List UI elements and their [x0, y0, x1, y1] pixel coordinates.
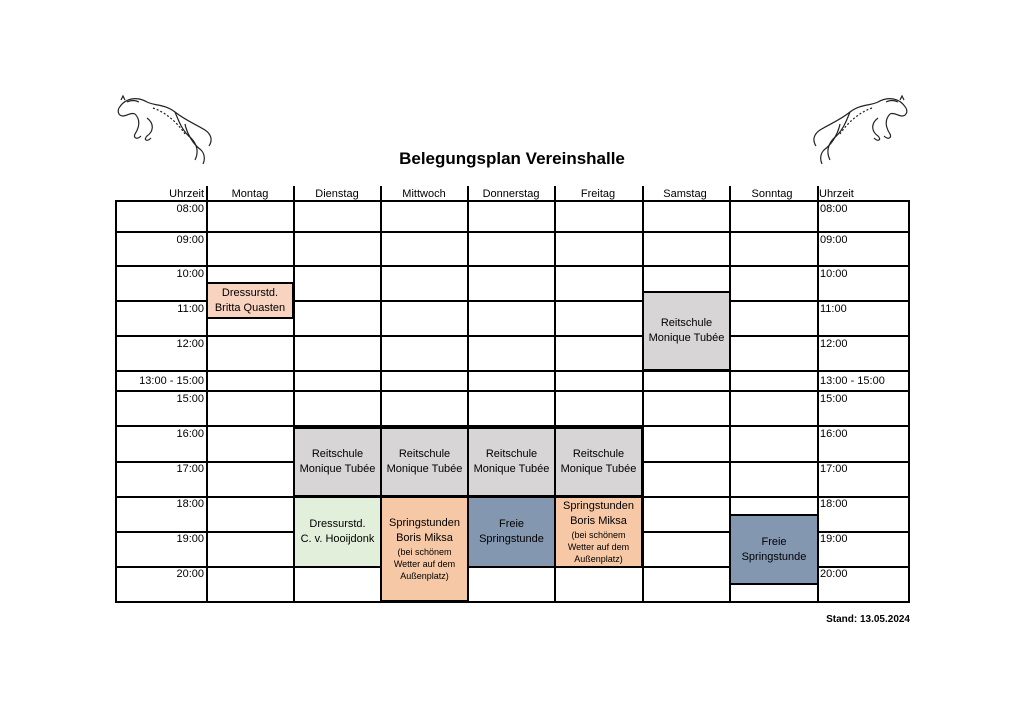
time-label-right: 19:00: [820, 533, 848, 545]
event-mittwoch-reitschule: [380, 427, 469, 497]
event-title: Dressurstd.: [309, 518, 366, 530]
time-label-left: 13:00 - 15:00: [139, 375, 204, 387]
event-donnerstag-reitschule: [467, 427, 556, 497]
event-note: Außenplatz): [574, 554, 623, 564]
event-montag-dressur: [206, 282, 294, 319]
event-title: Reitschule: [485, 448, 538, 460]
event-person: Monique Tubée: [648, 332, 725, 344]
time-label-left: 11:00: [177, 303, 204, 315]
time-label-right: 12:00: [820, 338, 848, 350]
grid-subline: [115, 408, 910, 409]
header-donnerstag: Donnerstag: [482, 188, 540, 200]
time-label-right: 11:00: [820, 303, 847, 315]
grid-hline: [115, 265, 910, 267]
event-person: Monique Tubée: [560, 463, 637, 475]
time-label-left: 10:00: [176, 268, 204, 280]
time-label-right: 10:00: [820, 268, 848, 280]
header-freitag: Freitag: [580, 188, 616, 200]
header-uhrzeit-left: Uhrzeit: [169, 188, 204, 200]
event-person: C. v. Hooijdonk: [300, 533, 375, 545]
page-title: Belegungsplan Vereinshalle: [399, 149, 625, 168]
header-samstag: Samstag: [663, 188, 707, 200]
header-dienstag: Dienstag: [315, 188, 359, 200]
header-sonntag: Sonntag: [751, 188, 793, 200]
time-label-left: 09:00: [176, 234, 204, 246]
time-label-left: 16:00: [176, 428, 204, 440]
event-title: Springstunden: [389, 517, 460, 529]
grid-hline: [115, 370, 910, 372]
event-dienstag-dressur: [293, 496, 382, 568]
event-freitag-reitschule: [554, 427, 643, 497]
time-label-right: 13:00 - 15:00: [820, 375, 885, 387]
event-donnerstag-freie-springstunde: [467, 496, 556, 568]
grid-subline: [115, 248, 910, 249]
time-label-right: 17:00: [820, 463, 848, 475]
event-note: Wetter auf dem: [393, 559, 456, 569]
event-person: Britta Quasten: [214, 301, 286, 314]
time-label-left: 17:00: [176, 463, 204, 475]
time-label-left: 19:00: [176, 533, 204, 545]
time-label-left: 15:00: [176, 393, 204, 405]
event-title: Reitschule: [398, 448, 451, 460]
time-label-right: 15:00: [820, 393, 848, 405]
event-note: (bei schönem: [397, 547, 452, 557]
event-title: Reitschule: [660, 317, 713, 329]
grid-hline: [115, 200, 910, 202]
event-person: Monique Tubée: [299, 463, 376, 475]
time-label-right: 16:00: [820, 428, 848, 440]
time-label-right: 08:00: [820, 203, 848, 215]
event-title: Freie: [761, 535, 787, 548]
time-label-left: 20:00: [176, 568, 204, 580]
grid-hline: [115, 390, 910, 392]
time-label-left: 12:00: [176, 338, 204, 350]
grid-subline: [115, 353, 910, 354]
time-label-right: 18:00: [820, 498, 848, 510]
grid-hline: [115, 231, 910, 233]
header-mittwoch: Mittwoch: [402, 188, 446, 200]
event-title: Reitschule: [572, 448, 625, 460]
event-title: Springstunden: [563, 500, 634, 512]
event-title: Dressurstd.: [221, 286, 279, 299]
event-title: Reitschule: [311, 448, 364, 460]
grid-hline: [115, 335, 910, 337]
event-subtitle: Springstunde: [741, 550, 807, 563]
event-note: Wetter auf dem: [567, 542, 630, 552]
time-label-right: 09:00: [820, 234, 848, 246]
time-label-left: 18:00: [176, 498, 204, 510]
time-label-left: 08:00: [176, 203, 204, 215]
event-person: Monique Tubée: [473, 463, 550, 475]
time-label-right: 20:00: [820, 568, 848, 580]
event-person: Boris Miksa: [396, 532, 453, 544]
event-samstag-reitschule: [642, 291, 731, 371]
grid-subline: [115, 218, 910, 219]
event-note: Außenplatz): [400, 571, 449, 581]
header-uhrzeit-right: Uhrzeit: [819, 188, 854, 200]
event-sonntag-freie-springstunde: [729, 514, 819, 585]
stand-date: Stand: 13.05.2024: [826, 614, 910, 625]
grid-vline: [908, 200, 910, 602]
event-person: Boris Miksa: [570, 515, 627, 527]
event-freitag-springstunden: [554, 496, 643, 568]
event-person: Monique Tubée: [386, 463, 463, 475]
event-mittwoch-springstunden: [380, 496, 469, 602]
event-title: Freie: [498, 518, 525, 530]
event-dienstag-reitschule: [293, 427, 382, 497]
header-montag: Montag: [231, 188, 269, 200]
event-note: (bei schönem: [571, 530, 626, 540]
grid-hline: [115, 601, 910, 603]
event-subtitle: Springstunde: [479, 533, 544, 545]
